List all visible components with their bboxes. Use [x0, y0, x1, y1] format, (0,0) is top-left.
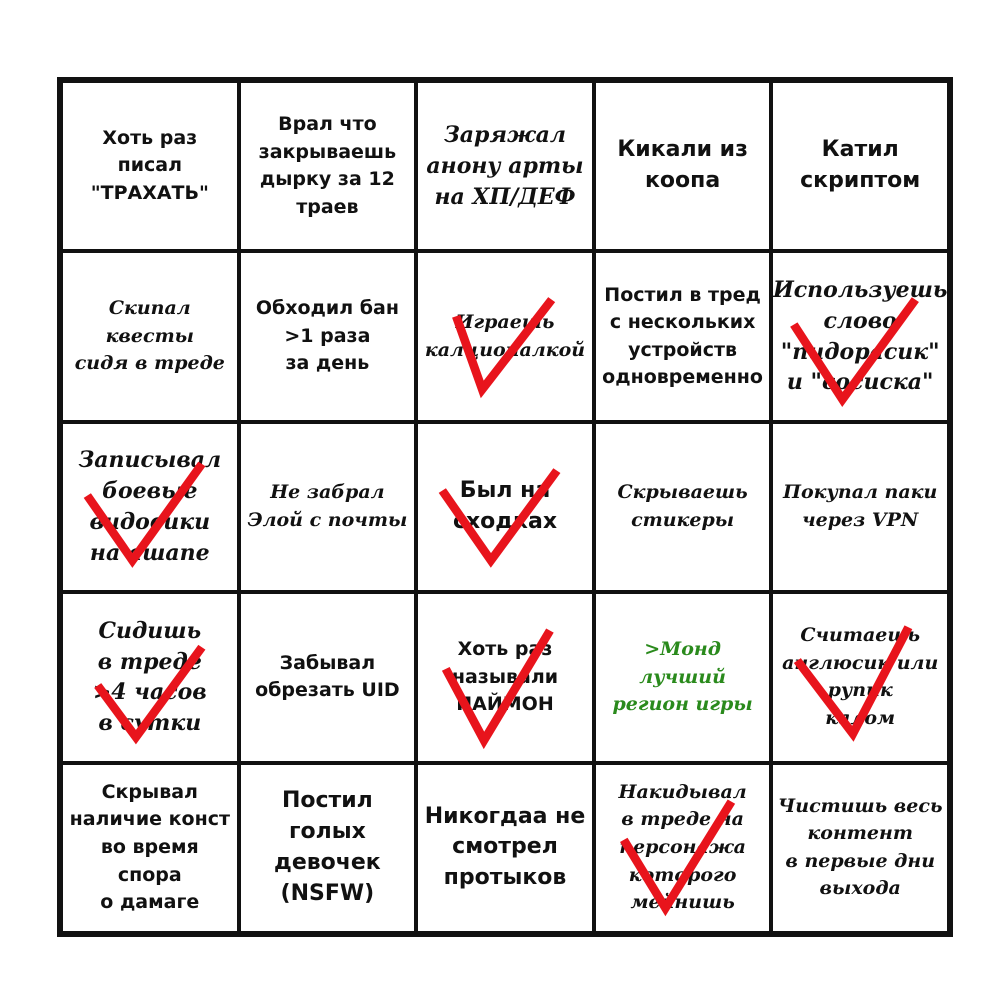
cell-text: Играешь калционалкой — [424, 311, 586, 361]
cell-text: Кикали из коопа — [617, 137, 748, 194]
bingo-cell — [63, 424, 237, 590]
bingo-cell — [773, 424, 947, 590]
cell-text: Сидишь в треде >4 часов в сутки — [92, 617, 207, 737]
cell-text: Записывал боевые видосики на ашапе — [78, 447, 222, 566]
bingo-cell — [596, 765, 770, 931]
cell-text: Считаешь англюсик или рупик калом — [782, 624, 939, 729]
cell-text: Скрывал наличие конст во время спора о дамаге — [69, 780, 230, 914]
bingo-cell — [773, 83, 947, 249]
bingo-cell — [63, 765, 237, 931]
cell-text: Забывал обрезать UID — [255, 651, 400, 702]
cell-text: Хоть раз писал "ТРАХАТЬ" — [90, 126, 209, 204]
bingo-cell — [241, 594, 415, 760]
bingo-cell — [63, 594, 237, 760]
cell-text: Постил в тред с нескольких устройств одновременно — [602, 283, 763, 389]
cell-text: Скипал квесты сидя в треде — [74, 297, 225, 375]
bingo-cell — [241, 253, 415, 419]
bingo-cell — [596, 424, 770, 590]
bingo-cell — [773, 765, 947, 931]
cell-text: Покупал паки через VPN — [783, 481, 938, 531]
cell-text: Был на сходках — [452, 478, 558, 534]
bingo-cell — [418, 253, 592, 419]
bingo-cell — [241, 83, 415, 249]
cell-text: Хоть раз называли ПАЙМОН — [451, 638, 559, 716]
bingo-cell — [63, 253, 237, 419]
bingo-cell — [241, 765, 415, 931]
bingo-cell — [773, 594, 947, 760]
cell-text: Не забрал Элой с почты — [247, 481, 408, 531]
bingo-cell — [418, 765, 592, 931]
bingo-cell — [418, 83, 592, 249]
bingo-cell — [773, 253, 947, 419]
bingo-cell — [596, 83, 770, 249]
cell-text: Никогдаа не смотрел протыков — [424, 803, 586, 891]
bingo-cell — [241, 424, 415, 590]
cell-text: Чистишь весь контент в первые дни выхода — [777, 794, 943, 900]
cell-text: Врал что закрываешь дырку за 12 траев — [258, 113, 397, 218]
cell-text: Катил скриптом — [800, 137, 921, 194]
cell-text: >Монд лучший регион игры — [612, 638, 753, 716]
cell-text: Накидывал в треде на персонажа которого мейнишь — [618, 780, 747, 914]
bingo-cell — [418, 424, 592, 590]
cell-text: Скрываешь стикеры — [617, 481, 748, 531]
cell-text: Используешь слово "пидорасик" и "сосиска" — [773, 277, 947, 396]
bingo-cell — [596, 594, 770, 760]
bingo-cell — [418, 594, 592, 760]
cell-text: Постил голых девочек (NSFW) — [274, 788, 381, 906]
bingo-cell — [63, 83, 237, 249]
bingo-cell — [596, 253, 770, 419]
bingo-board — [57, 77, 953, 937]
cell-text: Заряжал анону арты на ХП/ДЕФ — [426, 122, 584, 210]
cell-text: Обходил бан >1 раза за день — [255, 297, 399, 375]
